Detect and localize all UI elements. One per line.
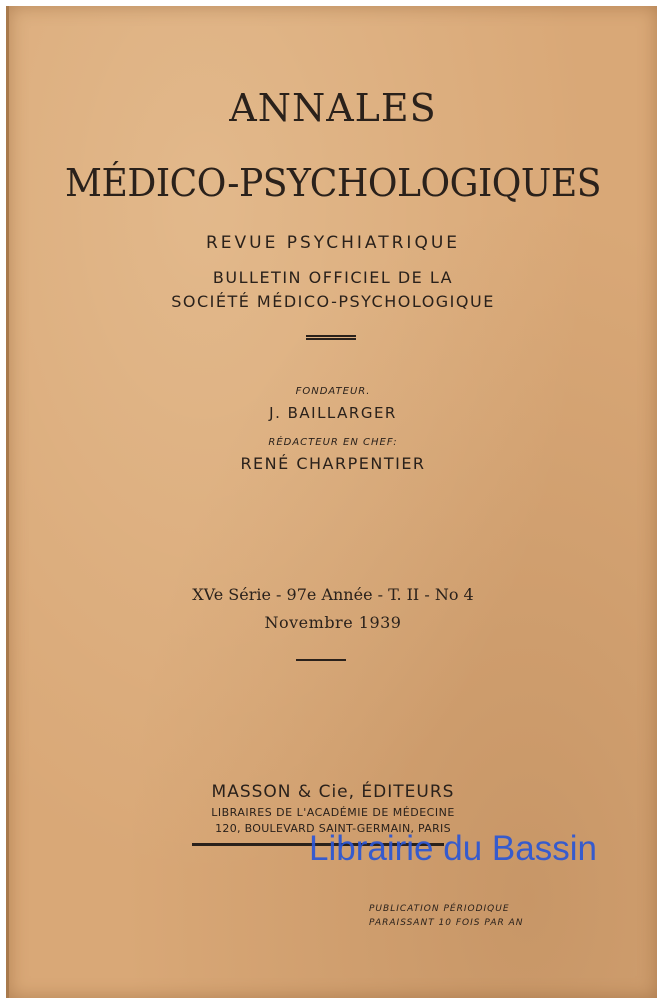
bulletin-line1: BULLETIN OFFICIEL DE LA [212, 268, 454, 287]
bulletin-line2: SOCIÉTÉ MÉDICO-PSYCHOLOGIQUE [171, 292, 495, 311]
editor-label: RÉDACTEUR EN CHEF: [268, 437, 398, 448]
founder-label: FONDATEUR. [295, 386, 371, 397]
journal-subtitle: REVUE PSYCHIATRIQUE [205, 233, 461, 253]
double-divider [306, 335, 356, 340]
bookseller-watermark: Librairie du Bassin [309, 829, 597, 868]
publication-note [369, 902, 559, 930]
publisher-affiliation: LIBRAIRES DE L'ACADÉMIE DE MÉDECINE [211, 806, 455, 819]
editor-name: RENÉ CHARPENTIER [240, 454, 426, 473]
publication-note-line2: PARAISSANT 10 FOIS PAR AN [369, 918, 524, 928]
publication-note-line1: PUBLICATION PÉRIODIQUE [369, 904, 510, 914]
issue-date: Novembre 1939 [264, 613, 402, 632]
issue-info: XVe Série - 97e Année - T. II - No 4 [192, 585, 474, 604]
founder-name: J. BAILLARGER [269, 404, 397, 422]
publisher-name: MASSON & Cie, ÉDITEURS [211, 782, 455, 802]
single-divider [296, 659, 346, 661]
publisher-address: 120, BOULEVARD SAINT-GERMAIN, PARIS [215, 822, 451, 835]
journal-title-line1: ANNALES [229, 86, 437, 130]
journal-title-line2: MÉDICO-PSYCHOLOGIQUES [65, 161, 601, 205]
